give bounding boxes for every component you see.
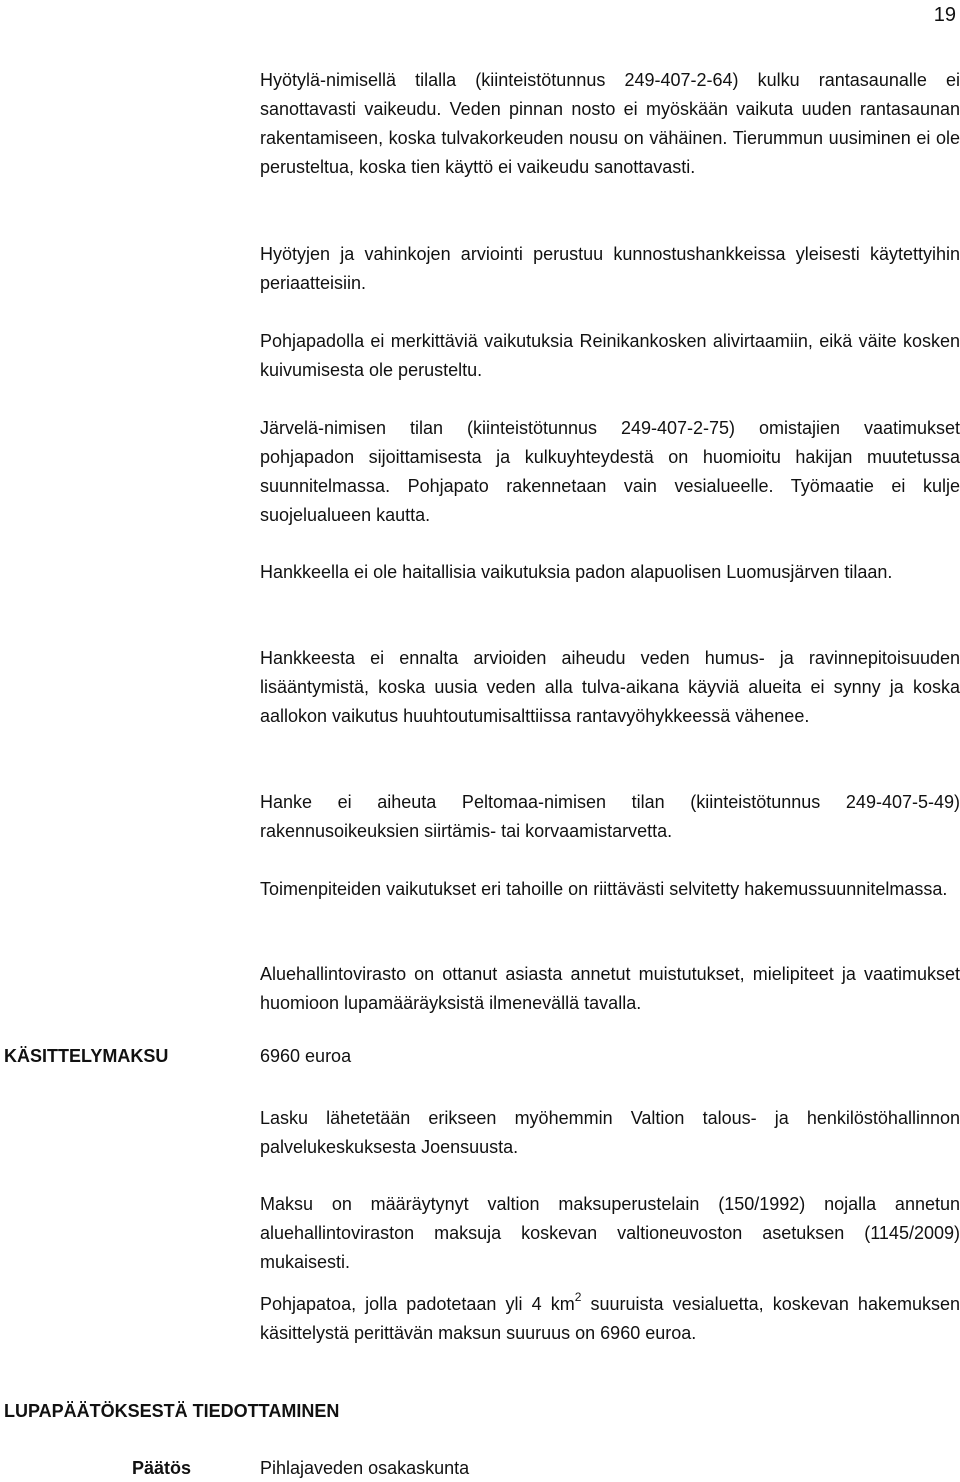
paragraph-muistutukset: Aluehallintovirasto on ottanut asiasta annetut muistutukset, mielipiteet ja vaatimukset huomioon lupamääräyksistä ilmenevällä tavalla. bbox=[260, 964, 960, 1013]
notice-section-heading: LUPAPÄÄTÖKSESTÄ TIEDOTTAMINEN bbox=[4, 1401, 340, 1421]
paragraph-jarvela: Järvelä-nimisen tilan (kiinteistötunnus 249-407-2-75) omistajien vaatimukset pohjapadon sijoittamisesta ja kulkuyhteydestä on huomioitu hakijan muutetussa suunnitelmassa. Pohjapato rakennetaan vain vesialueelle. Työmaatie ei kulje suojelualueen kautta. bbox=[260, 418, 960, 525]
paragraph-luomusjarvi: Hankkeella ei ole haitallisia vaikutuksia padon alapuolisen Luomusjärven tilaan. bbox=[260, 562, 893, 582]
paragraph-lasku: Lasku lähetetään erikseen myöhemmin Valtion talous- ja henkilöstöhallinnon palvelukeskuksesta Joensuusta. bbox=[260, 1108, 960, 1157]
fee-basis-superscript: 2 bbox=[574, 1290, 582, 1304]
paragraph-pohjapadolla: Pohjapadolla ei merkittäviä vaikutuksia Reinikankosken alivirtaamiin, eikä väite kosken kuivumisesta ole perusteltu. bbox=[260, 331, 960, 380]
fee-basis-text-end: suuruista vesialuetta, koskevan hakemuksen käsittelystä perittävän maksun suuruus on 6960 euroa. bbox=[260, 1294, 960, 1343]
decision-recipient: Pihlajaveden osakaskunta bbox=[260, 1458, 470, 1478]
paragraph-toimenpiteet: Toimenpiteiden vaikutukset eri tahoille on riittävästi selvitetty hakemussuunnitelmassa. bbox=[260, 879, 948, 899]
fee-amount: 6960 euroa bbox=[260, 1046, 352, 1066]
page-number: 19 bbox=[933, 4, 956, 26]
paragraph-arviointi: Hyötyjen ja vahinkojen arviointi perustuu kunnostushankkeissa yleisesti käytettyihin periaatteisiin. bbox=[260, 244, 960, 293]
fee-basis-text-start: Pohjapatoa, jolla padotetaan yli 4 km bbox=[260, 1294, 575, 1314]
paragraph-maksuperustelaki: Maksu on määräytynyt valtion maksuperustelain (150/1992) nojalla annetun aluehallintoviraston maksuja koskevan valtioneuvoston asetuksen (1145/2009) mukaisesti. bbox=[260, 1194, 960, 1272]
paragraph-humus: Hankkeesta ei ennalta arvioiden aiheudu veden humus- ja ravinnepitoisuuden lisääntymistä, koska uusia veden alla tulva-aikana käyviä alueita ei synny ja koska aallokon vaikutus huuhtoutumisalttiissa rantavyöhykkeessä vähenee. bbox=[260, 648, 960, 726]
paragraph-peltomaa: Hanke ei aiheuta Peltomaa-nimisen tilan (kiinteistötunnus 249-407-5-49) rakennusoikeuksien siirtämis- tai korvaamistarvetta. bbox=[260, 792, 960, 841]
fee-section-heading: KÄSITTELYMAKSU bbox=[4, 1046, 169, 1066]
decision-label: Päätös bbox=[132, 1458, 192, 1478]
paragraph-hyotyla: Hyötylä-nimisellä tilalla (kiinteistötunnus 249-407-2-64) kulku rantasaunalle ei sanottavasti vaikeudu. Veden pinnan nosto ei myöskään vaikuta uuden rantasaunan rakentamiseen, koska tulvakorkeuden nousu on vähäinen. Tierummun uusiminen ei ole perusteltua, koska tien käyttö ei vaikeudu sanottavasti. bbox=[260, 70, 960, 177]
paragraph-fee-basis bbox=[260, 1290, 960, 1348]
